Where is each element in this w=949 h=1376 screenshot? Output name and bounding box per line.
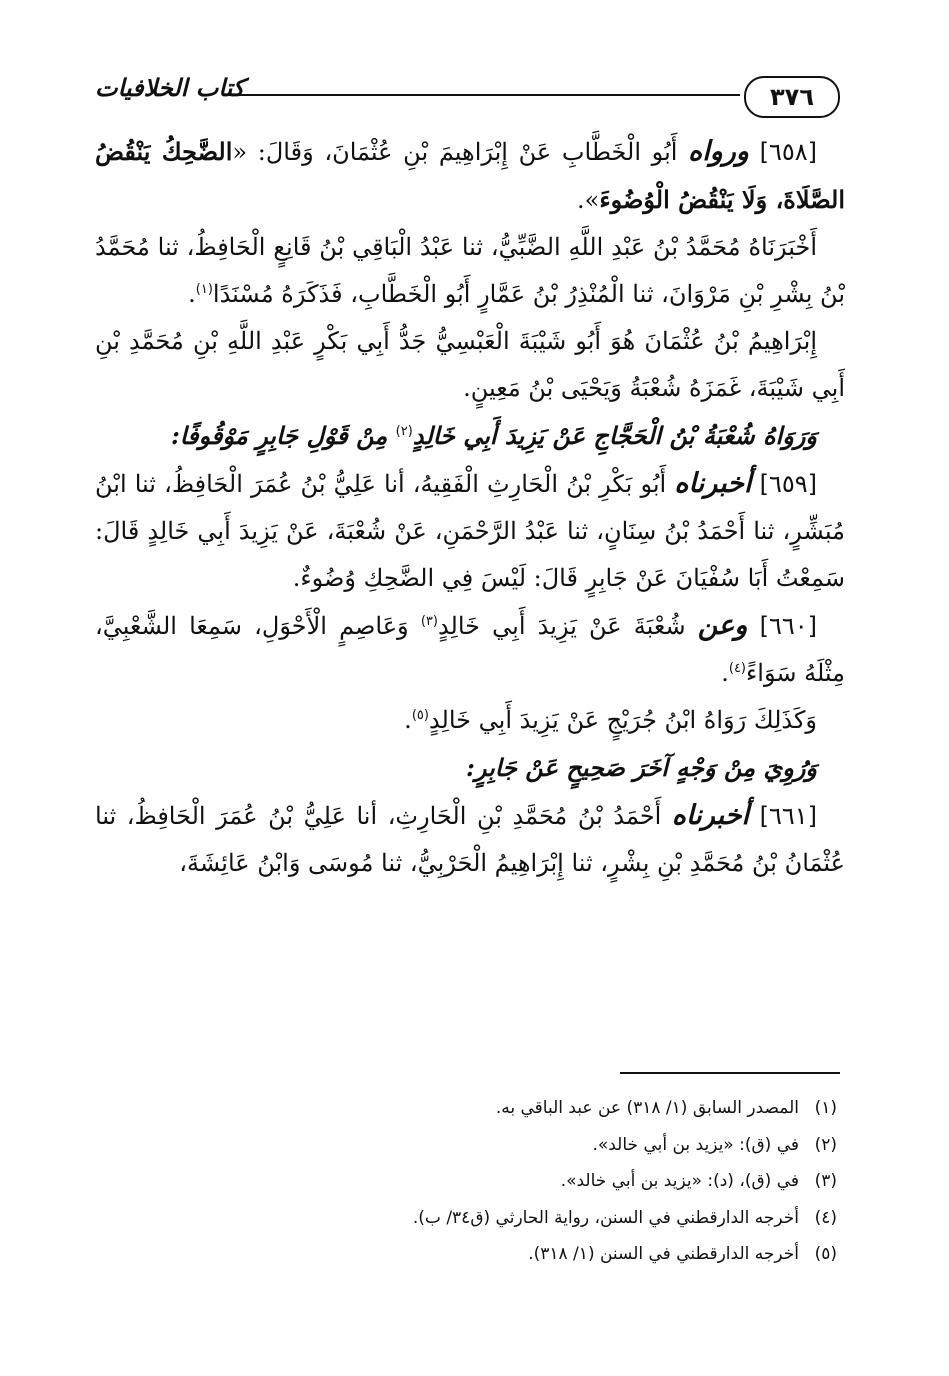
paragraph-text: . bbox=[721, 659, 729, 687]
footnote-ref: (٢) bbox=[395, 424, 413, 439]
footnote-ref: (٤) bbox=[728, 661, 746, 676]
hadith-number: [٦٥٩] bbox=[751, 470, 817, 498]
page-header bbox=[95, 72, 840, 120]
paragraph-p9 bbox=[95, 792, 845, 887]
page-number: ٣٧٦ bbox=[744, 76, 840, 118]
paragraph-text: . bbox=[404, 706, 412, 734]
section-heading-text: مِنْ قَوْلِ جَابِرٍ مَوْقُوفًا: bbox=[170, 421, 396, 450]
lead-keyword: أخبرناه bbox=[671, 800, 750, 831]
hadith-number: [٦٥٨] bbox=[748, 138, 817, 166]
footnote-text: في (ق): «يزيد بن أبي خالد». bbox=[592, 1134, 799, 1155]
footnote-number: (١) bbox=[814, 1098, 837, 1118]
hadith-number: [٦٦٠] bbox=[747, 612, 818, 640]
footnote-separator bbox=[620, 1072, 840, 1074]
footnotes bbox=[95, 1090, 837, 1273]
footnote-text: أخرجه الدارقطني في السنن (١/ ٣١٨). bbox=[528, 1244, 799, 1264]
footnote-number: (٤) bbox=[814, 1207, 837, 1228]
footnote-number: (٢) bbox=[814, 1134, 837, 1155]
footnote-ref: (٣) bbox=[420, 614, 438, 629]
footnote-item bbox=[95, 1090, 837, 1127]
paragraph-text: . bbox=[188, 280, 196, 308]
lead-keyword: أخبرناه bbox=[674, 468, 752, 499]
section-heading-text: وَرُوِيَ مِنْ وَجْهٍ آخَرَ صَحِيحٍ عَنْ جَابِرٍ: bbox=[466, 753, 817, 782]
footnote-item bbox=[95, 1236, 837, 1273]
footnote-item bbox=[95, 1127, 837, 1164]
footnote-ref: (١) bbox=[195, 282, 213, 297]
footnote-number: (٥) bbox=[814, 1244, 837, 1264]
footnote-text: في (ق)، (د): «يزيد بن أبي خالد». bbox=[560, 1171, 799, 1191]
lead-keyword: وعن bbox=[697, 610, 748, 641]
quoted-text: الضَّحِكُ يَنْقُضُ الصَّلَاةَ، وَلَا يَنْقُضُ الْوُضُوءَ bbox=[95, 137, 845, 214]
hadith-number: [٦٦١] bbox=[749, 802, 817, 830]
paragraph-text: أَبُو الْخَطَّابِ عَنْ إِبْرَاهِيمَ بْنِ عُثْمَانَ، وَقَالَ: « bbox=[232, 138, 689, 166]
paragraph-p1 bbox=[95, 128, 845, 224]
footnote-number: (٣) bbox=[814, 1171, 837, 1191]
main-text bbox=[95, 128, 845, 887]
paragraph-p5 bbox=[95, 460, 845, 602]
paragraph-text: وَعَاصِمٍ الْأَحْوَلِ، سَمِعَا الشَّعْبِيَّ، مِثْلَهُ سَوَاءً bbox=[95, 612, 845, 687]
footnote-item bbox=[95, 1200, 837, 1237]
footnote-text: المصدر السابق (١/ ٣١٨) عن عبد الباقي به. bbox=[495, 1098, 799, 1118]
lead-keyword: ورواه bbox=[688, 136, 749, 167]
footnote-text: أخرجه الدارقطني في السنن، رواية الحارثي (ق٣٤/ ب). bbox=[412, 1207, 799, 1228]
paragraph-p4 bbox=[95, 412, 845, 460]
header-rule bbox=[225, 94, 740, 96]
paragraph-p3 bbox=[95, 318, 845, 412]
paragraph-text: وَكَذَلِكَ رَوَاهُ ابْنُ جُرَيْجٍ عَنْ يَزِيدَ أَبِي خَالِدٍ bbox=[428, 706, 817, 734]
paragraph-text: أَبُو بَكْرِ بْنُ الْحَارِثِ الْفَقِيهُ، أنا عَلِيُّ بْنُ عُمَرَ الْحَافِظُ، ثنا ابْنُ مُبَشِّرٍ، ثنا أَحْمَدُ بْنُ سِنَانٍ، ثنا عَبْدُ الرَّحْمَنِ، عَنْ شُعْبَةَ، عَنْ يَزِيدَ أَبِي خَالِدٍ قَالَ: سَمِعْتُ أَبَا سُفْيَانَ عَنْ جَابِرٍ قَالَ: لَيْسَ فِي الضَّحِكِ وُضُوءٌ. bbox=[95, 470, 845, 592]
paragraph-text: شُعْبَةَ عَنْ يَزِيدَ أَبِي خَالِدٍ bbox=[437, 612, 698, 640]
paragraph-p8 bbox=[95, 744, 845, 792]
paragraph-text: إِبْرَاهِيمُ بْنُ عُثْمَانَ هُوَ أَبُو شَيْبَةَ الْعَبْسِيُّ جَدُّ أَبِي بَكْرٍ عَبْدِ اللَّهِ بْنِ مُحَمَّدِ بْنِ أَبِي شَيْبَةَ، غَمَزَهُ شُعْبَةُ وَيَحْيَى بْنُ مَعِينٍ. bbox=[95, 327, 845, 402]
book-title: كتاب الخلافيات bbox=[95, 74, 245, 102]
paragraph-text: ». bbox=[577, 186, 600, 214]
paragraph-p2 bbox=[95, 224, 845, 318]
footnote-item bbox=[95, 1163, 837, 1200]
paragraph-text: أَحْمَدُ بْنُ مُحَمَّدِ بْنِ الْحَارِثِ، أنا عَلِيُّ بْنُ عُمَرَ الْحَافِظُ، ثنا عُثْمَانُ بْنُ مُحَمَّدِ بْنِ بِشْرٍ، ثنا إِبْرَاهِيمُ الْحَرْبِيُّ، ثنا مُوسَى وَابْنُ عَائِشَةَ، bbox=[95, 802, 845, 877]
paragraph-p7 bbox=[95, 697, 845, 744]
paragraph-text: أَخْبَرَنَاهُ مُحَمَّدُ بْنُ عَبْدِ اللَّهِ الضَّبِّيُّ، ثنا عَبْدُ الْبَاقِي بْنُ قَانِعٍ الْحَافِظُ، ثنا مُحَمَّدُ بْنُ بِشْرِ بْنِ مَرْوَانَ، ثنا الْمُنْذِرُ بْنُ عَمَّارٍ أَبُو الْخَطَّابِ، فَذَكَرَهُ مُسْنَدًا bbox=[95, 233, 845, 308]
section-heading-text: وَرَوَاهُ شُعْبَةُ بْنُ الْحَجَّاجِ عَنْ يَزِيدَ أَبِي خَالِدٍ bbox=[412, 421, 817, 450]
footnote-ref: (٥) bbox=[411, 708, 429, 723]
paragraph-p6 bbox=[95, 602, 845, 697]
